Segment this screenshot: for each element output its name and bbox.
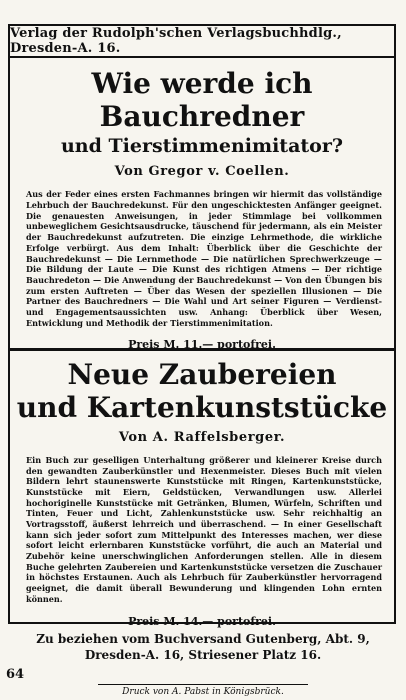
book-ad-magic-tricks	[10, 351, 394, 628]
printer-credit: Druck von A. Pabst in Königsbrück.	[122, 687, 284, 697]
book1-price: Preis M. 11.— portofrei.	[128, 338, 276, 352]
book1-author: Von Gregor v. Coellen.	[114, 164, 290, 180]
footer-rule	[98, 684, 308, 685]
book1-title-line1: Wie werde ich	[91, 67, 313, 100]
order-address	[0, 631, 406, 663]
book1-title-line2: Bauchredner	[99, 99, 305, 133]
book1-description: Aus der Feder eines ersten Fachmannes bringen wir hiermit das vollständige Lehrbuch der Bauchredekunst. Für den ungeschicktesten Anfänger geeignet. Die genauesten Anweisungen, in jeder Stimmlage bei vollkommen unbewegliсhem Gesichtsausdrucke, täuschend für jedermann, als ein Meister der Bauchredekunst aufzutreten. Die einzige Lehrmethode, die wirkliche Erfolge verbürgt. Aus dem Inhalt: Überblick über die Geschichte der Bauchredekunst — Die Lernmethode — Die natürlichen Sprechwerkzeuge — Die Bildung der Laute — Die Kunst des richtigen Atmens — Der richtige Bauchredeton — Die Anwendung der Bauchredekunst — Von den Übungen bis zum ersten Auftreten — Über das Wesen der speziellen Illusionen — Die Partner des Bauchredners — Die Wahl und Art seiner Figuren — Verdienst- und Engagementsaussichten usw. Anhang: Überblick über Wesen, Entwicklung und Methodik der Tierstimmenimitation.	[26, 189, 382, 328]
book2-author: Von A. Raffelsberger.	[118, 430, 286, 446]
book2-title-line2: und Kartenkunststücke	[16, 390, 388, 424]
book-ad-ventriloquism	[10, 56, 394, 351]
book1-title-line3: und Tierstimmenimitator?	[60, 135, 343, 158]
address-line-1: Zu beziehen vom Buchversand Gutenberg, Abt. 9,	[36, 632, 370, 646]
book2-title-line1: Neue Zaubereien	[67, 358, 337, 391]
advertisement-frame	[8, 24, 396, 628]
book2-price: Preis M. 14.— portofrei.	[128, 614, 276, 628]
publisher-header: Verlag der Rudolph'schen Verlagsbuchhdlg., Dresden-A. 16.	[10, 26, 394, 58]
page-number: 64	[6, 667, 25, 682]
book2-description: Ein Buch zur geselligen Unterhaltung größerer und kleinerer Kreise durch den gewandten Zauberkünstler und Hexenmeister. Dieses Buch mit vielen Bildern lehrt staunenswerte Kunststücke mit Ringen, Kartenkunststücke, Kunststücke mit Eiern, Geldstücken, Verwandlungen usw. Allerlei hochoriginelle Kunststücke mit Getränken, Blumen, Würfeln, Schriften und Tinten, Feuer und Licht, Zahlenkunststücke usw. Sehr reichhaltig an Vortragsstoff, äußerst lehrreich und überraschend. — In einer Gesellschaft kann sich jeder sofort zum Mittelpunkt des Interesses machen, wer diese sofort leicht erlernbaren Kunststücke vorführt, die auch an Material und Zubehör keine unerschwinglichen Anforderungen stellen. Alle in diesem Buche gelehrten Zaubereien und Kartenkunststücke versetzen die Zuschauer in höchstes Erstaunen. Auch als Lehrbuch für Zauberkünstler hervorragend geeignet, die damit überall Bewunderung und klingenden Lohn ernten können.	[26, 455, 382, 604]
address-line-2: Dresden-A. 16, Striesener Platz 16.	[84, 648, 322, 663]
